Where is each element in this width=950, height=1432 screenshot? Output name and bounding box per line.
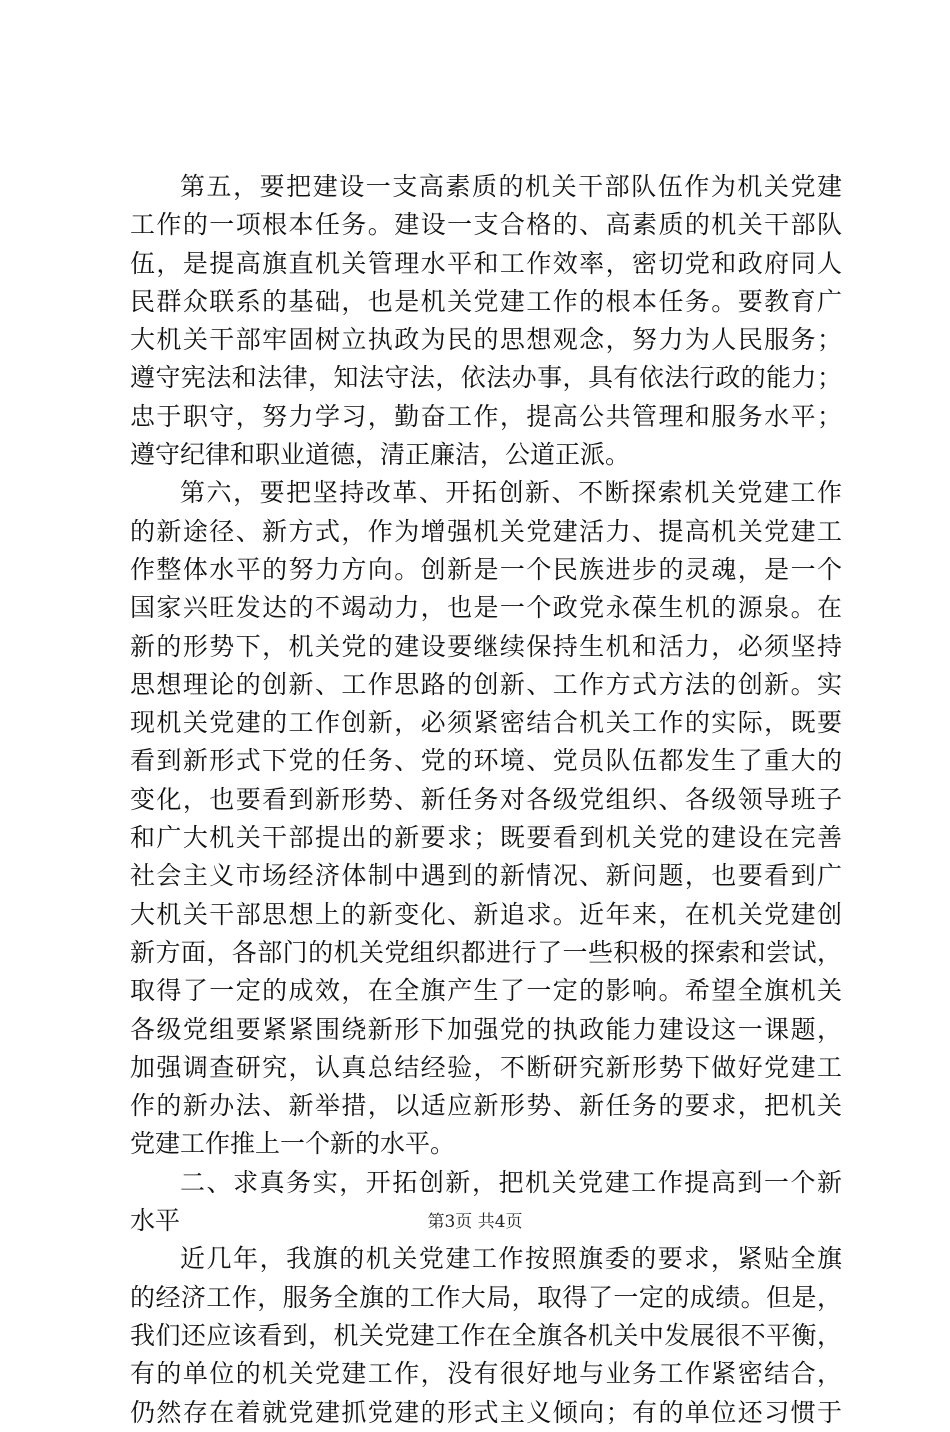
text-line: 党建工作推上一个新的水平。 [130, 1129, 456, 1159]
text-line: 民群众联系的基础，也是机关党建工作的根本任务。要教育广 [130, 286, 842, 316]
text-line: 各级党组要紧紧围绕新形下加强党的执政能力建设这一课题， [130, 1014, 842, 1044]
text-line: 第六，要把坚持改革、开拓创新、不断探索机关党建工作 [180, 478, 842, 508]
text-line: 作整体水平的努力方向。创新是一个民族进步的灵魂，是一个 [130, 554, 842, 584]
text-line: 仍然存在着就党建抓党建的形式主义倾向；有的单位还习惯于 [130, 1397, 842, 1427]
text-line: 大机关干部思想上的新变化、新追求。近年来，在机关党建创 [130, 899, 842, 929]
text-line: 变化，也要看到新形势、新任务对各级党组织、各级领导班子 [130, 784, 842, 814]
text-line: 伍，是提高旗直机关管理水平和工作效率，密切党和政府同人 [130, 248, 842, 278]
text-line: 取得了一定的成效，在全旗产生了一定的影响。希望全旗机关 [130, 976, 842, 1006]
text-line: 有的单位的机关党建工作，没有很好地与业务工作紧密结合， [130, 1359, 842, 1389]
page-number-label: 第3页 共4页 [427, 1212, 523, 1232]
text-line: 工作的一项根本任务。建设一支合格的、高素质的机关干部队 [130, 210, 842, 240]
text-line: 社会主义市场经济体制中遇到的新情况、新问题，也要看到广 [130, 861, 842, 891]
text-line: 国家兴旺发达的不竭动力，也是一个政党永葆生机的源泉。在 [130, 593, 842, 623]
text-line: 新方面，各部门的机关党组织都进行了一些积极的探索和尝试， [130, 937, 842, 967]
text-line: 新的形势下，机关党的建设要继续保持生机和活力，必须坚持 [130, 631, 842, 661]
text-line: 现机关党建的工作创新，必须紧密结合机关工作的实际，既要 [130, 708, 842, 738]
text-line: 加强调查研究，认真总结经验，不断研究新形势下做好党建工 [130, 1052, 842, 1082]
text-line: 近几年，我旗的机关党建工作按照旗委的要求，紧贴全旗 [180, 1244, 842, 1274]
text-line: 的经济工作，服务全旗的工作大局，取得了一定的成绩。但是， [130, 1282, 842, 1312]
text-line: 作的新办法、新举措，以适应新形势、新任务的要求，把机关 [130, 1091, 842, 1121]
page-footer [0, 1210, 950, 1234]
text-line: 遵守宪法和法律，知法守法，依法办事，具有依法行政的能力； [130, 363, 842, 393]
text-line: 二、求真务实，开拓创新，把机关党建工作提高到一个新 [180, 1167, 842, 1197]
text-line: 看到新形式下党的任务、党的环境、党员队伍都发生了重大的 [130, 746, 842, 776]
text-line: 忠于职守，努力学习，勤奋工作，提高公共管理和服务水平； [130, 401, 842, 431]
text-line: 遵守纪律和职业道德，清正廉洁，公道正派。 [130, 440, 631, 470]
text-line: 和广大机关干部提出的新要求；既要看到机关党的建设在完善 [130, 823, 842, 853]
text-line: 第五，要把建设一支高素质的机关干部队伍作为机关党建 [180, 172, 842, 201]
text-line: 大机关干部牢固树立执政为民的思想观念，努力为人民服务； [130, 325, 842, 355]
text-line: 我们还应该看到，机关党建工作在全旗各机关中发展很不平衡， [130, 1320, 842, 1350]
text-line: 水平 [130, 1206, 181, 1236]
text-line: 思想理论的创新、工作思路的创新、工作方式方法的创新。实 [130, 669, 842, 699]
document-body [130, 168, 842, 1432]
text-line: 的新途径、新方式，作为增强机关党建活力、提高机关党建工 [130, 516, 842, 546]
